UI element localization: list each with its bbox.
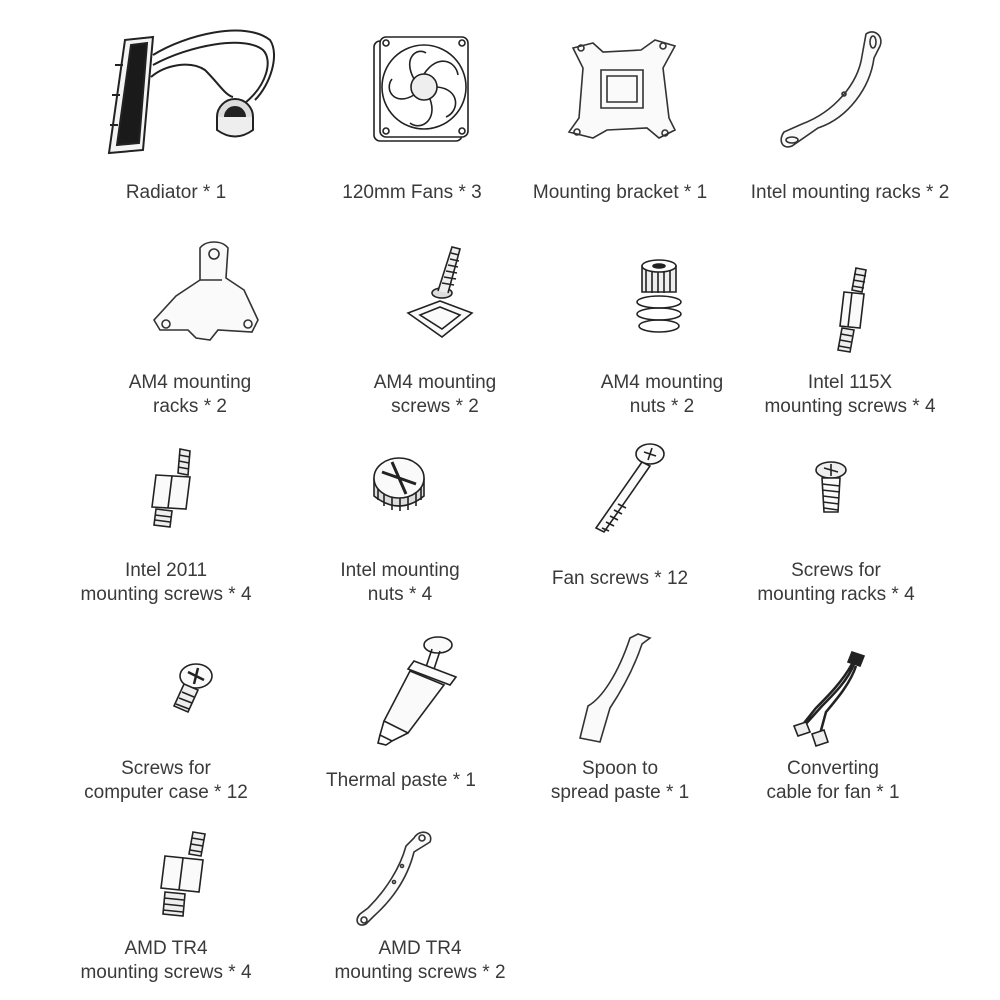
thermal-paste-syringe-icon (374, 633, 464, 745)
item-label: AM4 mounting nuts * 2 (600, 372, 724, 417)
am4-rack-icon (152, 238, 262, 343)
standoff-screw-icon (832, 266, 876, 354)
item-label: Converting cable for fan * 1 (766, 758, 900, 803)
item-label: Thermal paste * 1 (326, 770, 476, 791)
thumb-nut-icon (366, 450, 432, 518)
short-screw-icon (814, 460, 848, 515)
item-label: AM4 mounting screws * 2 (373, 372, 497, 417)
item-label: Spoon to spread paste * 1 (550, 758, 690, 803)
item-label: Screws for computer case * 12 (84, 758, 248, 803)
item-label: AMD TR4 mounting screws * 2 (334, 938, 506, 983)
item-label: Intel mounting nuts * 4 (340, 560, 460, 605)
item-label: Intel 115X mounting screws * 4 (764, 372, 936, 417)
item-label: 120mm Fans * 3 (342, 182, 482, 203)
fan-icon (368, 33, 468, 148)
item-label: AM4 mounting racks * 2 (128, 372, 252, 417)
fan-cable-icon (792, 650, 868, 750)
radiator-icon (95, 25, 280, 160)
item-label: AMD TR4 mounting screws * 4 (80, 938, 252, 983)
item-label: Fan screws * 12 (551, 568, 689, 589)
item-label: Screws for mounting racks * 4 (757, 560, 915, 605)
item-label: Intel 2011 mounting screws * 4 (80, 560, 252, 605)
standoff-screw-icon (146, 447, 196, 529)
amd-tr4-rack-icon (354, 828, 436, 928)
spatula-icon (578, 634, 664, 746)
am4-nut-icon (628, 258, 690, 338)
item-label: Intel mounting racks * 2 (750, 182, 950, 203)
case-screw-icon (164, 660, 218, 714)
mounting-bracket-icon (563, 38, 681, 143)
item-label: Radiator * 1 (125, 182, 227, 203)
item-label: Mounting bracket * 1 (532, 182, 708, 203)
long-screw-icon (592, 442, 670, 534)
intel-rack-icon (778, 28, 893, 153)
standoff-screw-icon (157, 830, 211, 918)
am4-screw-icon (398, 243, 480, 341)
